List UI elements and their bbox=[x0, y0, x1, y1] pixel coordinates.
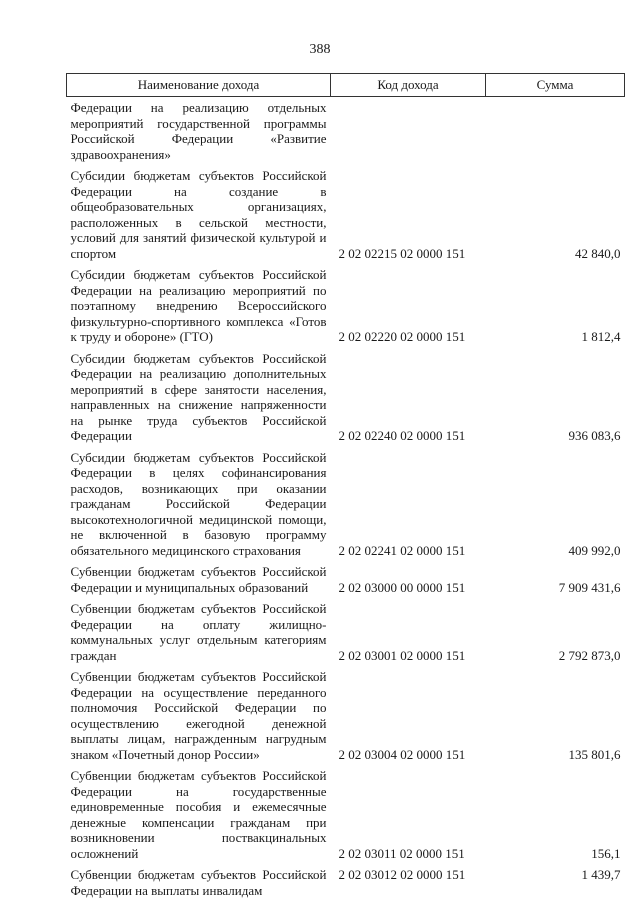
income-name: Субвенции бюджетам субъектов Российской Федерации на государственные единовременные пособия и ежемесячные денежные компенсации гражданам при возникновении поствакцинальных осложнений bbox=[70, 768, 327, 861]
income-amount: 135 801,6 bbox=[568, 746, 621, 762]
revenue-table bbox=[66, 73, 625, 901]
table-row bbox=[67, 561, 625, 598]
table-row bbox=[67, 264, 625, 348]
income-amount: 7 909 431,6 bbox=[558, 579, 621, 595]
income-name: Субсидии бюджетам субъектов Российской Федерации на реализацию дополнительных мероприятий в сфере занятости населения, направленных на снижение напряженности на рынке труда субъектов Российской Федерации bbox=[70, 350, 327, 443]
table-header-row bbox=[67, 74, 625, 97]
income-name: Субсидии бюджетам субъектов Российской Федерации в целях софинансирования расходов, возникающих при оказании гражданам Российской Федерации высокотехнологичной медицинской помощи, не включенной в базовую программу обязательного медицинского страхования bbox=[70, 449, 327, 558]
income-amount: 409 992,0 bbox=[568, 542, 621, 558]
income-name: Субвенции бюджетам субъектов Российской Федерации на выплаты инвалидам bbox=[70, 867, 327, 898]
income-amount: 2 792 873,0 bbox=[558, 647, 621, 663]
table-row bbox=[67, 765, 625, 864]
table-row bbox=[67, 97, 625, 166]
income-code: 2 02 03012 02 0000 151 bbox=[338, 867, 466, 882]
income-name: Федерации на реализацию отдельных мероприятий государственной программы Российской Федерации «Развитие здравоохранения» bbox=[70, 100, 327, 162]
income-code bbox=[331, 97, 486, 166]
table-row bbox=[67, 348, 625, 447]
table-row bbox=[67, 864, 625, 901]
table-row bbox=[67, 165, 625, 264]
income-code: 2 02 03011 02 0000 151 bbox=[338, 845, 465, 861]
income-name: Субсидии бюджетам субъектов Российской Федерации на создание в общеобразовательных организациях, расположенных в сельской местности, условий для занятий физической культурой и спортом bbox=[70, 168, 327, 261]
header-income-name: Наименование дохода bbox=[67, 74, 331, 97]
header-amount: Сумма bbox=[486, 74, 625, 97]
income-amount: 1 812,4 bbox=[581, 329, 621, 344]
header-income-code: Код дохода bbox=[331, 74, 486, 97]
income-code: 2 02 02215 02 0000 151 bbox=[338, 245, 466, 261]
income-amount bbox=[486, 97, 625, 166]
income-amount: 1 439,7 bbox=[581, 867, 621, 882]
income-code: 2 02 02241 02 0000 151 bbox=[338, 542, 466, 558]
income-name: Субвенции бюджетам субъектов Российской Федерации на оплату жилищно-коммунальных услуг отдельным категориям граждан bbox=[70, 601, 327, 663]
income-code: 2 02 02220 02 0000 151 bbox=[338, 329, 466, 344]
table-row bbox=[67, 598, 625, 666]
income-code: 2 02 03001 02 0000 151 bbox=[338, 647, 466, 663]
income-name: Субсидии бюджетам субъектов Российской Федерации на реализацию мероприятий по поэтапному внедрению Всероссийского физкультурно-спортивного комплекса «Готов к труду и обороне» (ГТО) bbox=[70, 267, 327, 344]
page-number: 388 bbox=[309, 42, 331, 57]
income-code: 2 02 03000 00 0000 151 bbox=[338, 579, 466, 595]
income-code: 2 02 03004 02 0000 151 bbox=[338, 746, 466, 762]
income-amount: 156,1 bbox=[591, 845, 621, 861]
income-amount: 42 840,0 bbox=[575, 245, 621, 261]
table-row bbox=[67, 447, 625, 562]
table-row bbox=[67, 666, 625, 765]
income-name: Субвенции бюджетам субъектов Российской Федерации и муниципальных образований bbox=[70, 564, 327, 595]
income-name: Субвенции бюджетам субъектов Российской Федерации на осуществление переданного полномочия Российской Федерации по осуществлению ежегодной денежной выплаты лицам, награжденным нагрудным знаком «Почетный донор России» bbox=[70, 669, 327, 762]
income-code: 2 02 02240 02 0000 151 bbox=[338, 428, 466, 443]
income-amount: 936 083,6 bbox=[568, 428, 621, 443]
